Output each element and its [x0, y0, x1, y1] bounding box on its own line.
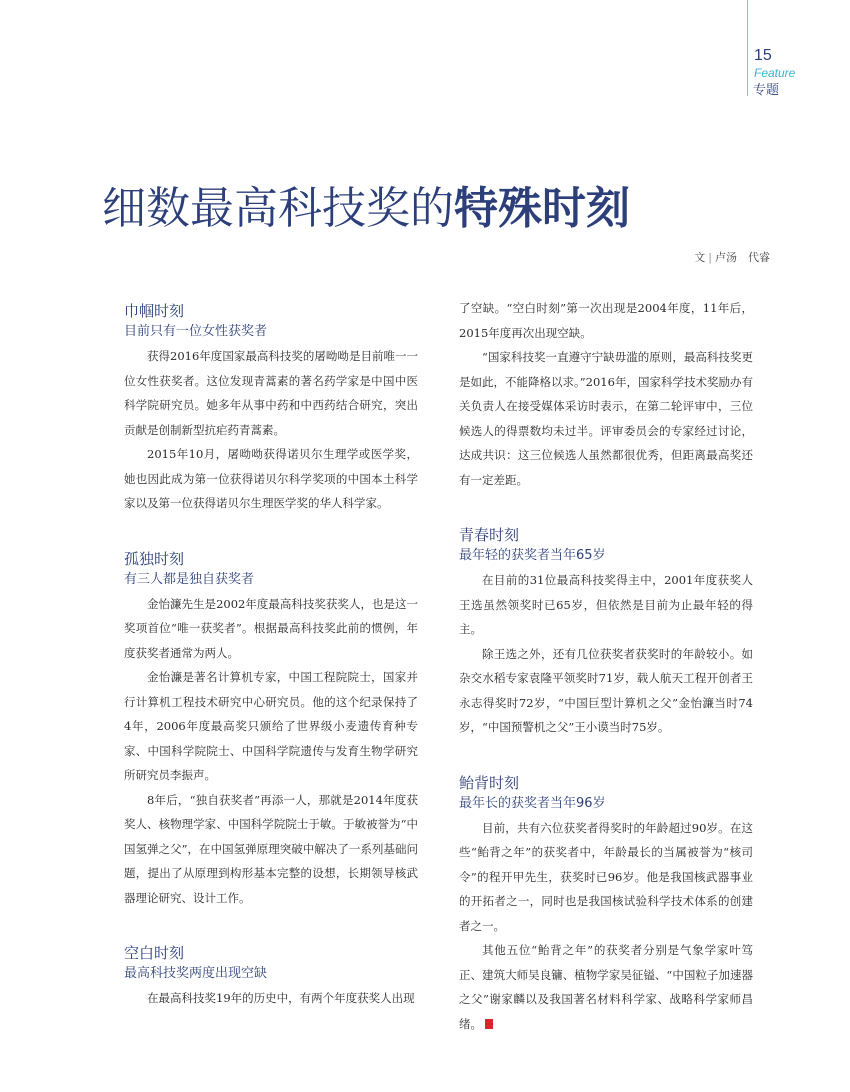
- left-column: [124, 300, 418, 1043]
- paragraph: 在目前的31位最高科技奖得主中，2001年度获奖人王选虽然领奖时已65岁，但依然是目前为止最年轻的得主。: [459, 573, 753, 636]
- paragraph: 获得2016年度国家最高科技奖的屠呦呦是目前唯一一位女性获奖者。这位发现青蒿素的著名药学家是中国中医科学院研究员。她多年从事中药和中西药结合研究，突出贡献是创制新型抗疟药青蒿素。: [124, 349, 418, 437]
- paragraph-final: [459, 938, 753, 1036]
- byline-label: 文: [694, 251, 706, 264]
- paragraph-final-text: 其他五位“鲐背之年”的获奖者分别是气象学家叶笃正、建筑大师吴良镛、植物学家吴征镒、“中国粒子加速器之父”谢家麟以及我国著名材料科学家、战略科学家师昌绪。: [459, 943, 753, 1031]
- paragraph: 金怡濂先生是2002年度最高科技奖获奖人，也是这一奖项首位“唯一获奖者”。根据最高科技奖此前的惯例，年度获奖者通常为两人。: [124, 596, 418, 660]
- article-title: [102, 181, 630, 237]
- header-rule: [747, 0, 748, 96]
- section-subtitle: 最年长的获奖者当年96岁: [459, 795, 606, 811]
- byline-authors: 卢汤 代睿: [715, 251, 770, 264]
- byline-separator: |: [708, 251, 712, 264]
- paragraph-continuation: 了空缺。“空白时刻”第一次出现是2004年度，11年后，2015年度再次出现空缺。: [459, 301, 753, 340]
- right-column: [459, 300, 753, 1068]
- section-label-en: Feature: [754, 66, 796, 80]
- paragraph: 在最高科技奖19年的历史中，有两个年度获奖人出现: [147, 991, 415, 1005]
- section-title: 青春时刻: [459, 526, 520, 544]
- paragraph: 除王选之外，还有几位获奖者获奖时的年龄较小。如杂交水稻专家袁隆平领奖时71岁，载人航天工程开创者王永志得奖时72岁，“中国巨型计算机之父”金怡濂当时74岁，“中国预警机之父”王小谟当时75岁。: [459, 646, 753, 734]
- article-title-light: 细数最高科技奖的: [102, 183, 454, 234]
- section-title: 孤独时刻: [124, 549, 185, 568]
- section-solo: [124, 548, 418, 911]
- end-mark-icon: [485, 1019, 493, 1029]
- section-subtitle: 目前只有一位女性获奖者: [124, 324, 268, 339]
- section-youth: [459, 524, 753, 740]
- byline: [694, 249, 770, 265]
- section-subtitle: 最高科技奖两度出现空缺: [124, 966, 268, 981]
- section-subtitle: 最年轻的获奖者当年65岁: [459, 548, 606, 563]
- section-title: 鲐背时刻: [459, 773, 520, 792]
- section-label-cn: 专题: [753, 83, 780, 98]
- paragraph: 目前，共有六位获奖者得奖时的年龄超过90岁。在这些“鲐背之年”的获奖者中，年龄最长的当属被誉为“核司令”的程开甲先生，获奖时已96岁。他是我国核武器事业的开拓者之一，同时也是我国核试验科学技术体系的创建者之一。: [459, 820, 753, 933]
- section-elder: [459, 772, 753, 1037]
- section-subtitle: 有三人都是独自获奖者: [124, 571, 255, 587]
- paragraph: 金怡濂是著名计算机专家，中国工程院院士，国家并行计算机工程技术研究中心研究员。他的这个纪录保持了4年，2006年度最高奖只颁给了世界级小麦遗传育种专家、中国科学院院士、中国科学院遗传与发育生物学研究所研究员李振声。: [124, 670, 418, 782]
- paragraph: 8年后，“独自获奖者”再添一人，那就是2014年度获奖人、核物理学家、中国科学院院士于敏。于敏被誉为“中国氢弹之父”，在中国氢弹原理突破中解决了一系列基础问题，提出了从原理到构形基本完整的设想，长期领导核武器理论研究、设计工作。: [124, 792, 418, 905]
- page-number: 15: [754, 47, 772, 64]
- section-blank-continued: [459, 296, 753, 492]
- section-title: 空白时刻: [124, 944, 185, 962]
- section-women: [124, 300, 418, 516]
- section-blank: [124, 942, 418, 1011]
- section-title: 巾帼时刻: [124, 302, 185, 320]
- paragraph: 2015年10月，屠呦呦获得诺贝尔生理学或医学奖，她也因此成为第一位获得诺贝尔科学奖项的中国本土科学家以及第一位获得诺贝尔生理医学奖的华人科学家。: [124, 447, 418, 510]
- paragraph: “国家科技奖一直遵守宁缺毋滥的原则，最高科技奖更是如此，不能降格以求。”2016年，国家科学技术奖励办有关负责人在接受媒体采访时表示，在第二轮评审中，三位候选人的得票数均未过半。评审委员会的专家经过讨论，达成共识：这三位候选人虽然都很优秀，但距离最高奖还有一定差距。: [459, 350, 753, 487]
- article-title-bold: 特殊时刻: [454, 183, 630, 234]
